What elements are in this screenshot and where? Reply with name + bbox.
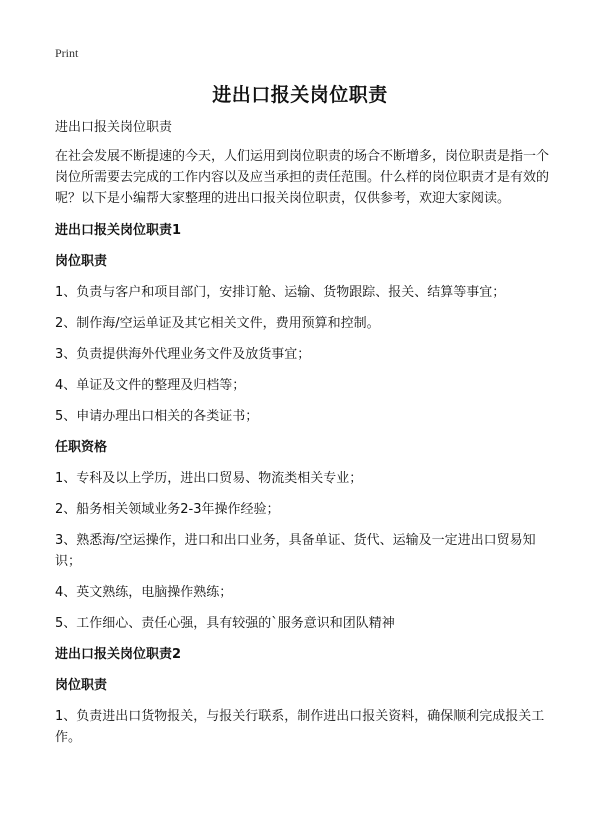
duty-item: 2、制作海/空运单证及其它相关文件，费用预算和控制。 [55, 316, 380, 331]
duty-item: 5、申请办理出口相关的各类证书； [55, 409, 259, 424]
qualification-item: 4、英文熟练，电脑操作熟练； [55, 585, 233, 600]
document-body [55, 117, 549, 758]
qualification-item: 3、熟悉海/空运操作，进口和出口业务，具备单证、货代、运输及一定进出口贸易知识； [55, 533, 536, 569]
print-label: Print [55, 46, 79, 60]
section-heading: 进出口报关岗位职责2 [55, 647, 182, 662]
section-heading: 进出口报关岗位职责1 [55, 223, 182, 238]
duty-item: 3、负责提供海外代理业务文件及放货事宜； [55, 347, 311, 362]
qualification-item: 5、工作细心、责任心强，具有较强的`服务意识和团队精神 [55, 616, 395, 631]
qualification-item: 2、船务相关领域业务2-3年操作经验； [55, 502, 280, 517]
qualifications-heading: 任职资格 [55, 440, 108, 455]
qualification-item: 1、专科及以上学历，进出口贸易、物流类相关专业； [55, 471, 363, 486]
duties-heading: 岗位职责 [55, 254, 108, 269]
page-title: 进出口报关岗位职责 [212, 84, 388, 106]
duty-item: 4、单证及文件的整理及归档等； [55, 378, 246, 393]
duties-heading: 岗位职责 [55, 678, 108, 693]
intro-paragraph: 在社会发展不断提速的今天，人们运用到岗位职责的场合不断增多，岗位职责是指一个岗位所需要去完成的工作内容以及应当承担的责任范围。什么样的岗位职责才是有效的呢？以下是小编帮大家整理的进出口报关岗位职责，仅供参考，欢迎大家阅读。 [55, 149, 550, 206]
duty-item: 1、负责进出口货物报关，与报关行联系，制作进出口报关资料，确保顺利完成报关工作。 [55, 709, 545, 745]
document-subtitle: 进出口报关岗位职责 [55, 120, 173, 135]
duty-item: 1、负责与客户和项目部门，安排订舱、运输、货物跟踪、报关、结算等事宜； [55, 285, 506, 300]
